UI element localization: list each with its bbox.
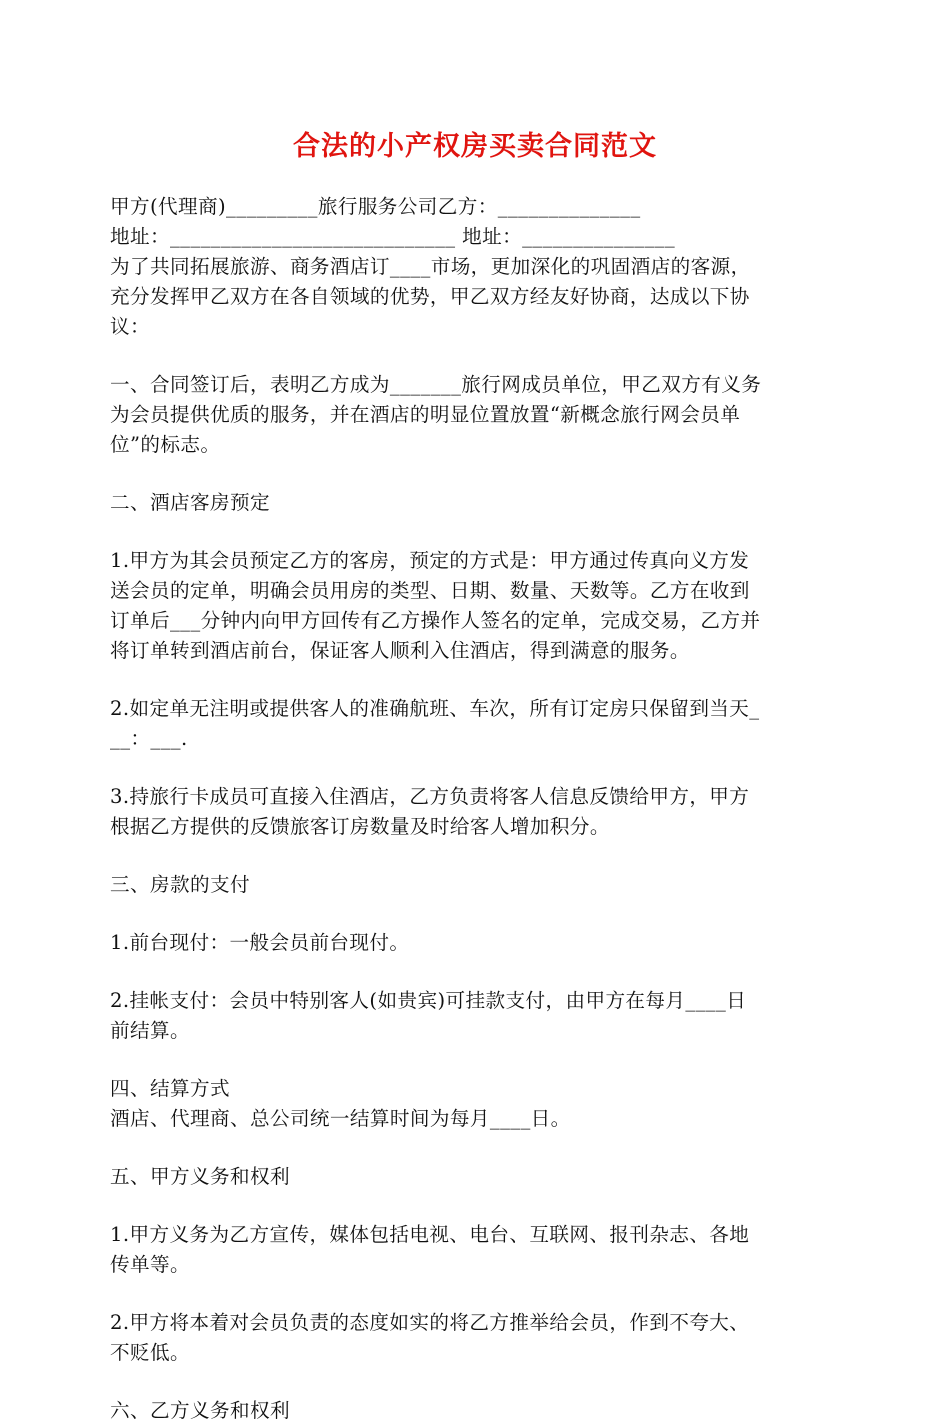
preamble-line-1: 为了共同拓展旅游、商务酒店订____市场，更加深化的巩固酒店的客源， [110,255,751,278]
section1-line-3: 位”的标志。 [110,433,221,456]
party-a-line: 甲方(代理商)_________旅行服务公司乙方：______________ [110,195,641,218]
section5-item1-line-1: 1.甲方义务为乙方宣传，媒体包括电视、电台、互联网、报刊杂志、各地 [110,1223,750,1246]
section5-item2-line-2: 不贬低。 [110,1341,190,1364]
section4-line: 酒店、代理商、总公司统一结算时间为每月____日。 [110,1107,571,1130]
section4-heading: 四、结算方式 [110,1077,230,1100]
section2-item3-line-2: 根据乙方提供的反馈旅客订房数量及时给客人增加积分。 [110,815,610,838]
section5-heading: 五、甲方义务和权利 [110,1165,290,1188]
preamble-line-2: 充分发挥甲乙双方在各自领域的优势，甲乙双方经友好协商，达成以下协 [110,285,750,308]
section3-item1: 1.前台现付：一般会员前台现付。 [110,931,410,954]
section5-item1-line-2: 传单等。 [110,1253,190,1276]
section2-item1-line-2: 送会员的定单，明确会员用房的类型、日期、数量、天数等。乙方在收到 [110,579,750,602]
section2-item2-line-2: __：___. [110,727,188,750]
preamble-line-3: 议： [110,315,150,338]
section3-item2-line-2: 前结算。 [110,1019,190,1042]
section1-line-1: 一、合同签订后，表明乙方成为_______旅行网成员单位，甲乙双方有义务 [110,373,762,396]
section2-item1-line-3: 订单后___分钟内向甲方回传有乙方操作人签名的定单，完成交易，乙方并 [110,609,761,632]
section2-item1-line-4: 将订单转到酒店前台，保证客人顺利入住酒店，得到满意的服务。 [110,639,690,662]
section1-line-2: 为会员提供优质的服务，并在酒店的明显位置放置“新概念旅行网会员单 [110,403,741,426]
section2-item2-line-1: 2.如定单无注明或提供客人的准确航班、车次，所有订定房只保留到当天_ [110,697,760,720]
document-title: 合法的小产权房买卖合同范文 [293,131,657,162]
section6-heading: 六、乙方义务和权利 [110,1399,290,1422]
section3-heading: 三、房款的支付 [110,873,250,896]
section2-item1-line-1: 1.甲方为其会员预定乙方的客房，预定的方式是：甲方通过传真向义方发 [110,549,750,572]
section2-heading: 二、酒店客房预定 [110,491,270,514]
section3-item2-line-1: 2.挂帐支付：会员中特别客人(如贵宾)可挂款支付，由甲方在每月____日 [110,989,747,1012]
document-body [110,192,842,1426]
address-line: 地址：____________________________ 地址：_______________ [110,225,676,248]
section5-item2-line-1: 2.甲方将本着对会员负责的态度如实的将乙方推举给会员，作到不夸大、 [110,1311,750,1334]
section2-item3-line-1: 3.持旅行卡成员可直接入住酒店，乙方负责将客人信息反馈给甲方，甲方 [110,785,750,808]
